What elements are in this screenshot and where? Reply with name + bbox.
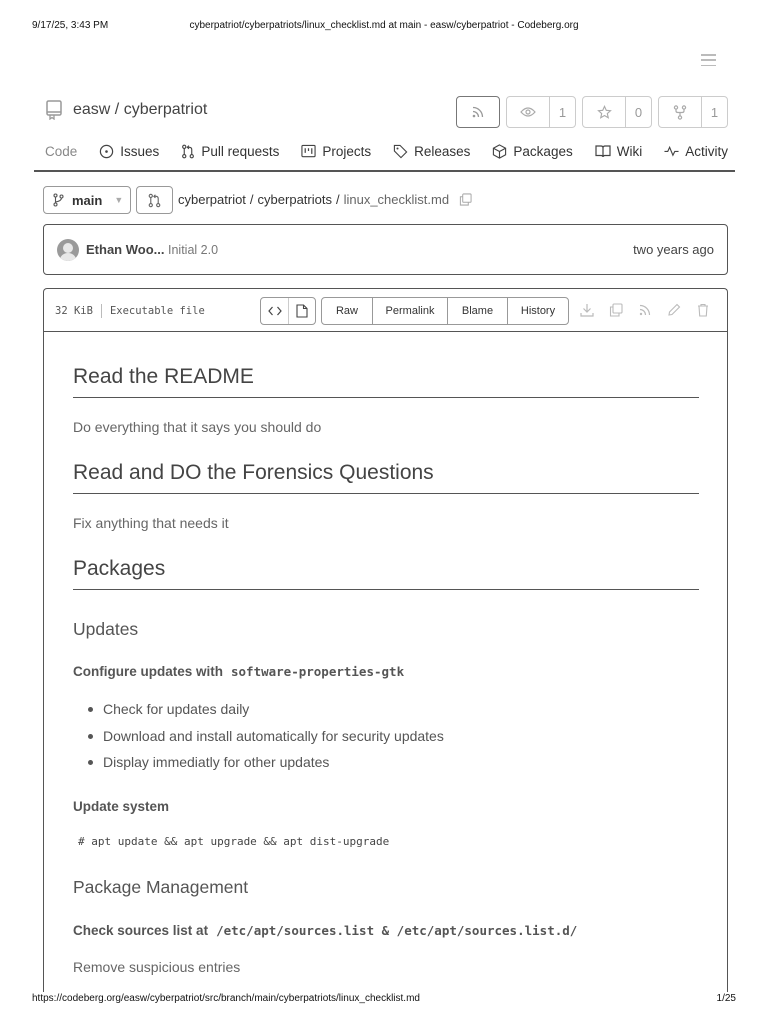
tab-wiki[interactable] [584, 139, 654, 163]
breadcrumb [178, 192, 472, 207]
file-tool-icons [579, 302, 711, 318]
rss-icon[interactable] [637, 302, 653, 318]
tab-releases[interactable] [382, 139, 481, 163]
menu-icon[interactable] [701, 54, 716, 66]
watch-button[interactable] [506, 96, 576, 128]
commit-message[interactable]: Initial 2.0 [168, 243, 219, 257]
tag-icon [393, 144, 408, 159]
code-icon [268, 306, 282, 316]
heading-forensics: Read and DO the Forensics Questions [73, 461, 699, 494]
paragraph: Fix anything that needs it [73, 515, 229, 531]
tab-label: Code [45, 143, 78, 159]
compare-button[interactable] [136, 186, 173, 214]
fork-count[interactable]: 1 [701, 97, 727, 127]
copy-icon[interactable] [608, 302, 624, 318]
heading-text: Check sources list at [73, 923, 209, 938]
repo-title[interactable]: easw / cyberpatriot [73, 101, 208, 118]
raw-button[interactable]: Raw [335, 305, 358, 317]
branch-name: main [72, 192, 103, 208]
file-view [43, 288, 728, 992]
file-size: 32 KiB [55, 305, 93, 317]
heading-updates: Updates [73, 619, 139, 639]
blame-button[interactable]: Blame [447, 298, 507, 324]
source-view-button[interactable] [261, 298, 288, 324]
updates-list [87, 701, 444, 781]
tab-label: Packages [513, 143, 573, 159]
download-icon[interactable] [579, 302, 595, 318]
tab-pull-requests[interactable] [170, 139, 290, 163]
heading-read-readme: Read the README [73, 365, 699, 398]
star-icon [583, 97, 625, 127]
tab-label: Activity [685, 143, 728, 159]
heading-sources-list [73, 923, 577, 938]
pull-request-icon [181, 144, 195, 159]
issue-icon [99, 144, 114, 159]
tab-label: Wiki [616, 143, 643, 159]
tab-label: Pull requests [201, 143, 280, 159]
star-button[interactable] [582, 96, 652, 128]
paragraph: Do everything that it says you should do [73, 419, 322, 435]
heading-packages: Packages [73, 557, 699, 590]
view-toggle [260, 297, 316, 325]
file-info [55, 304, 205, 318]
repo-actions [456, 96, 728, 128]
file-icon [296, 304, 308, 318]
breadcrumb-file: linux_checklist.md [343, 192, 450, 207]
breadcrumb-repo[interactable]: cyberpatriot [178, 192, 246, 207]
print-page-number: 1/25 [716, 993, 736, 1004]
list-item: Check for updates daily [87, 701, 444, 728]
star-count[interactable]: 0 [625, 97, 651, 127]
heading-text: Configure updates with [73, 664, 223, 679]
chevron-down-icon: ▼ [114, 195, 124, 205]
branch-dropdown[interactable] [43, 186, 131, 214]
trash-icon[interactable] [695, 302, 711, 318]
paragraph: Remove suspicious entries [73, 959, 241, 975]
rss-button[interactable] [456, 96, 500, 128]
tab-projects[interactable] [290, 139, 382, 163]
permalink-button[interactable]: Permalink [372, 298, 447, 324]
divider [101, 304, 102, 318]
breadcrumb-separator: / [335, 192, 340, 207]
breadcrumb-dir[interactable]: cyberpatriots [257, 192, 332, 207]
tab-activity[interactable] [653, 139, 739, 163]
tab-label: Releases [414, 143, 471, 159]
branch-icon [53, 193, 64, 207]
tab-label: Issues [120, 143, 160, 159]
file-actions [321, 297, 569, 325]
print-url: https://codeberg.org/easw/cyberpatriot/src/branch/main/cyberpatriots/linux_checklist.md [32, 993, 420, 1004]
fork-button[interactable] [658, 96, 728, 128]
inline-code: software-properties-gtk [231, 664, 405, 679]
print-footer [32, 993, 736, 1007]
fork-icon [659, 97, 701, 127]
heading-configure-updates [73, 664, 404, 679]
repo-header [44, 96, 728, 128]
avatar[interactable] [57, 239, 79, 261]
history-button[interactable]: History [507, 298, 568, 324]
pull-request-icon [148, 193, 161, 208]
inline-code: /etc/apt/sources.list & /etc/apt/sources.list.d/ [216, 923, 578, 938]
print-date: 9/17/25, 3:43 PM [32, 20, 109, 31]
tab-issues[interactable] [88, 139, 170, 163]
repo-nav [34, 139, 735, 172]
branch-row [43, 186, 728, 214]
heading-update-system: Update system [73, 799, 170, 814]
copy-path-icon[interactable] [459, 193, 472, 206]
edit-icon[interactable] [666, 302, 682, 318]
list-item: Display immediatly for other updates [87, 754, 444, 781]
rss-icon [457, 97, 499, 127]
rendered-view-button[interactable] [288, 298, 315, 324]
file-type: Executable file [109, 305, 205, 317]
print-title: cyberpatriot/cyberpatriots/linux_checklist.md at main - easw/cyberpatriot - Codeberg.org [189, 20, 579, 31]
project-icon [301, 144, 316, 158]
repo-icon [46, 100, 62, 120]
book-icon [595, 144, 611, 158]
tab-label: Projects [322, 143, 372, 159]
breadcrumb-separator: / [249, 192, 254, 207]
code-block: # apt update && apt upgrade && apt dist-upgrade [78, 835, 390, 848]
commit-time: two years ago [633, 242, 714, 257]
file-header [44, 289, 727, 332]
list-item: Download and install automatically for security updates [87, 728, 444, 755]
tab-code[interactable] [34, 139, 88, 163]
print-header [32, 20, 736, 34]
tab-packages[interactable] [481, 139, 583, 163]
eye-icon [507, 97, 549, 127]
watch-count[interactable]: 1 [549, 97, 575, 127]
pulse-icon [664, 145, 679, 157]
package-icon [492, 144, 507, 159]
heading-package-management: Package Management [73, 877, 249, 897]
latest-commit [43, 224, 728, 275]
commit-author[interactable]: Ethan Woo... [86, 242, 165, 257]
